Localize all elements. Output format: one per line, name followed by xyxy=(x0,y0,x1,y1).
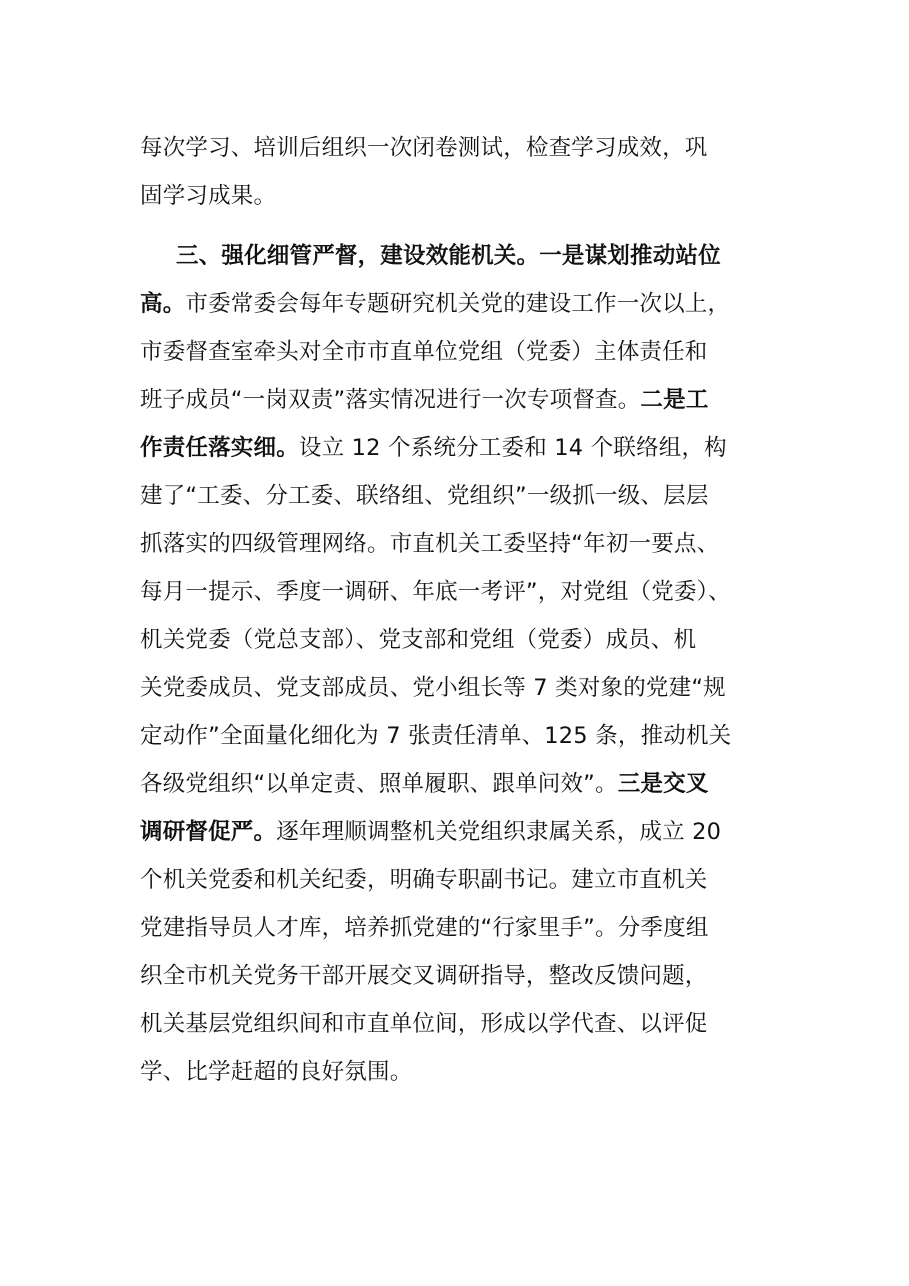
bold-text: 作责任落实细。 xyxy=(140,435,299,461)
text-line: 每月一提示、季度一调研、年底一考评”，对党组（党委）、 xyxy=(140,579,731,605)
text-line: 抓落实的四级管理网络。市直机关工委坚持“年初一要点、 xyxy=(140,531,720,557)
text-line: 学、比学赶超的良好氛围。 xyxy=(140,1059,413,1085)
text-line: 机关基层党组织间和市直单位间，形成以学代查、以评促 xyxy=(140,1011,708,1037)
text-line xyxy=(140,376,780,424)
text-line xyxy=(140,232,780,280)
bold-text: 三是交叉 xyxy=(617,771,709,797)
bold-text: 高。 xyxy=(140,291,186,317)
bold-text: 调研督促严。 xyxy=(140,819,277,845)
text-line: 每次学习、培训后组织一次闭卷测试，检查学习成效，巩 xyxy=(140,135,708,161)
text-line xyxy=(140,280,780,328)
paragraph-1 xyxy=(140,124,780,220)
body-text: 班子成员“一岗双责”落实情况进行一次专项督查。 xyxy=(140,387,641,413)
body-text: 设立 12 个系统分工委和 14 个联络组，构 xyxy=(298,435,727,461)
text-line: 个机关党委和机关纪委，明确专职副书记。建立市直机关 xyxy=(140,867,708,893)
body-text: 各级党组织“以单定责、照单履职、跟单问效”。 xyxy=(140,771,618,797)
text-line: 建了“工委、分工委、联络组、党组织”一级抓一级、层层 xyxy=(140,483,709,509)
body-text: 市委常委会每年专题研究机关党的建设工作一次以上， xyxy=(185,291,731,317)
text-line xyxy=(140,424,780,472)
text-line: 织全市机关党务干部开展交叉调研指导，整改反馈问题， xyxy=(140,963,708,989)
body-text: 逐年理顺调整机关党组织隶属关系，成立 20 xyxy=(276,819,722,845)
text-line: 固学习成果。 xyxy=(140,183,277,209)
text-line xyxy=(140,808,780,856)
paragraph-2 xyxy=(140,232,780,1096)
text-line: 党建指导员人才库，培养抓党建的“行家里手”。分季度组 xyxy=(140,915,709,941)
text-line: 关党委成员、党支部成员、党小组长等 7 类对象的党建“规 xyxy=(140,675,726,701)
text-line: 定动作”全面量化细化为 7 张责任清单、125 条，推动机关 xyxy=(140,723,732,749)
section-heading: 三、强化细管严督，建设效能机关。一是谋划推动站位 xyxy=(176,243,721,269)
text-line xyxy=(140,760,780,808)
bold-text: 二是工 xyxy=(640,387,709,413)
text-line: 机关党委（党总支部）、党支部和党组（党委）成员、机 xyxy=(140,627,697,653)
text-line: 市委督查室牵头对全市市直单位党组（党委）主体责任和 xyxy=(140,339,708,365)
